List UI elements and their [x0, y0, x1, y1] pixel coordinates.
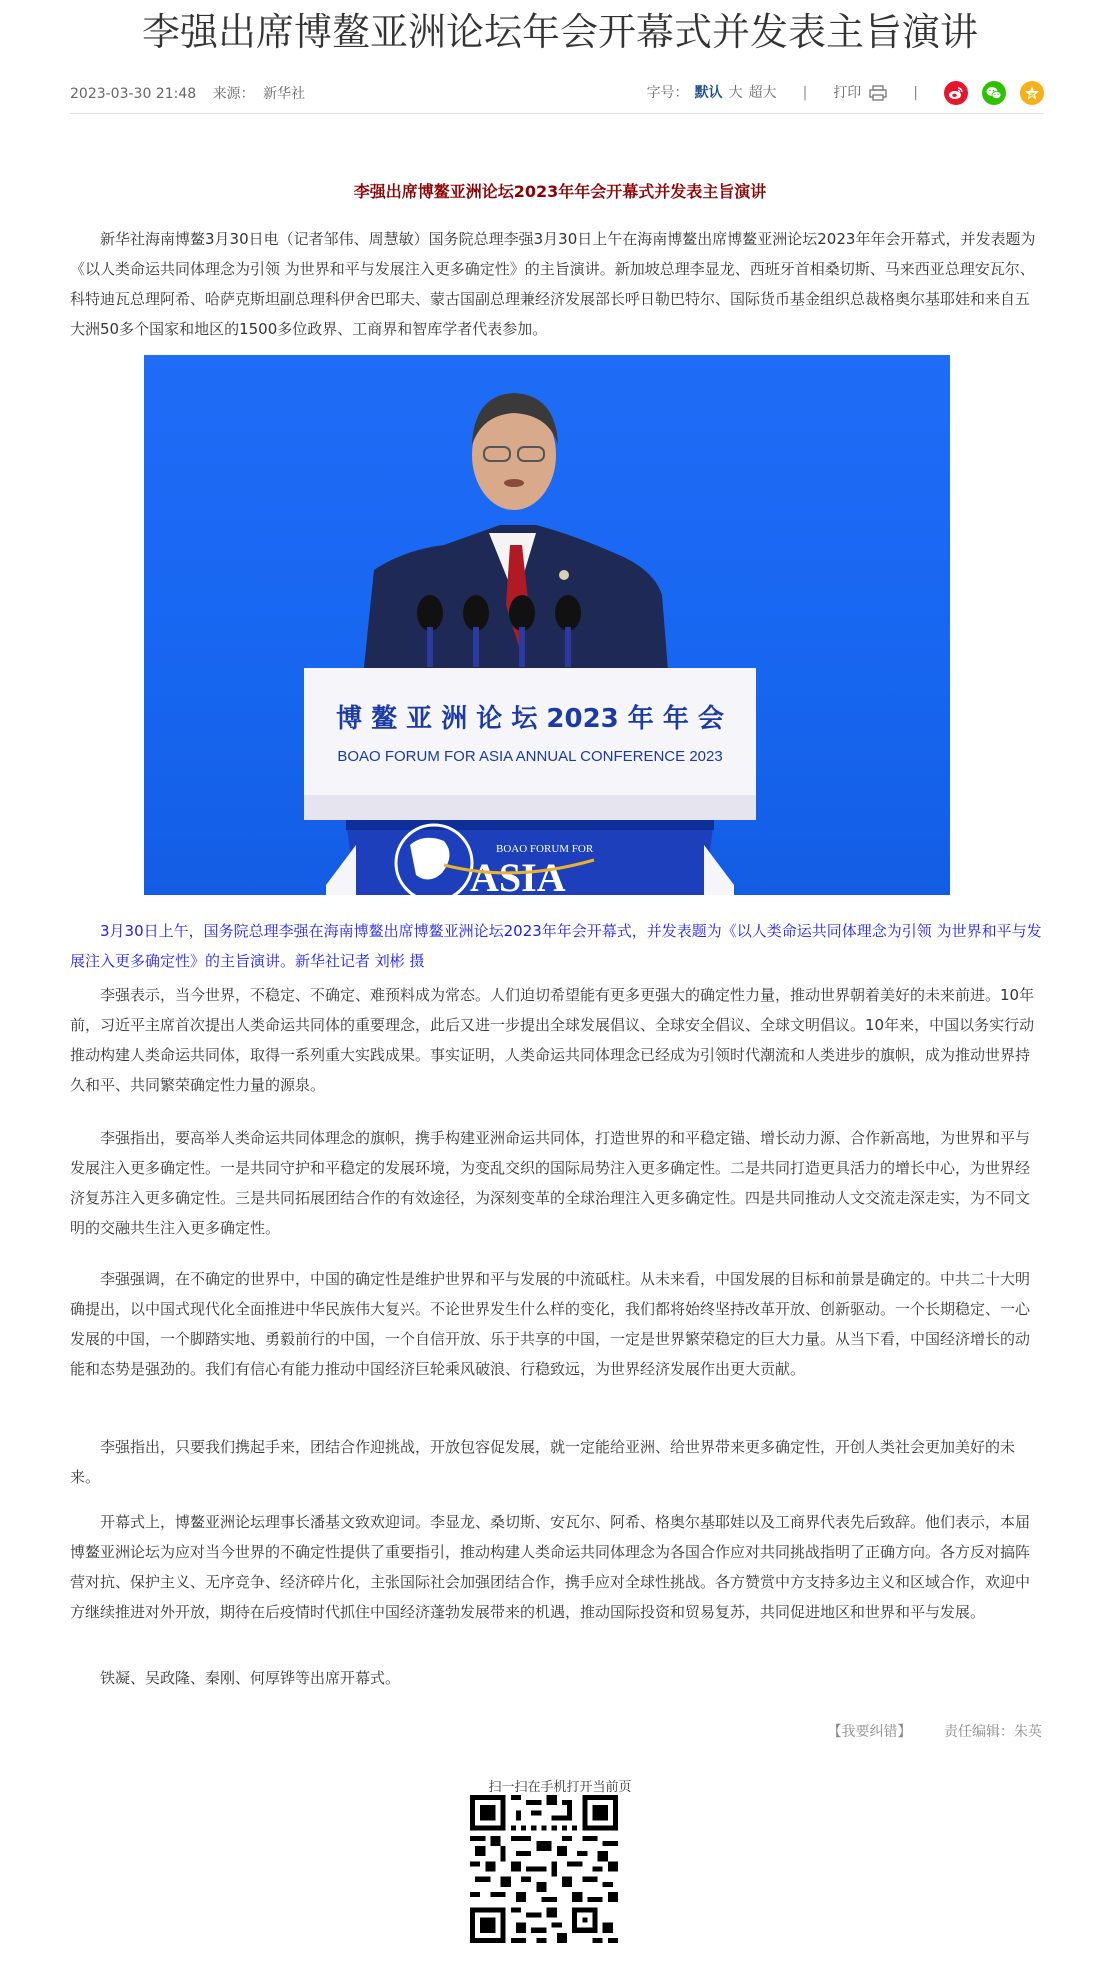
paragraph-text: 李强指出，要高举人类命运共同体理念的旗帜，携手构建亚洲命运共同体，打造世界的和平稳定锚、增长动力源、合作新高地，为世界和平与发展注入更多确定性。一是共同守护和平稳定的发展环境，为变乱交织的国际局势注入更多确定性。二是共同打造更具活力的增长中心，为世界经济复苏注入更多确定性。三是共同拓展团结合作的有效途径，为深刻变革的全球治理注入更多确定性。四是共同推动人文交流走深走实，为不同文明的交融共生注入更多确定性。: [70, 1129, 1031, 1237]
wechat-icon: [986, 86, 1002, 100]
weibo-icon: [948, 86, 964, 100]
report-error-link[interactable]: 【我要纠错】: [827, 1724, 912, 1740]
font-size-default[interactable]: 默认: [694, 85, 723, 101]
print-label: 打印: [833, 85, 862, 101]
article-paragraph-5: [70, 1432, 1044, 1492]
qr-code[interactable]: [470, 1795, 618, 1943]
article-paragraph-2: [70, 980, 1044, 1100]
divider: |: [802, 85, 808, 101]
article-paragraph-3: [70, 1123, 1044, 1243]
article-paragraph-6: [70, 1507, 1044, 1627]
source-name: 新华社: [263, 86, 306, 102]
paragraph-text: 新华社海南博鳌3月30日电（记者邹伟、周慧敏）国务院总理李强3月30日上午在海南博鳌出席博鳌亚洲论坛2023年年会开幕式，并发表题为《以人类命运共同体理念为引领 为世界和平与发展注入更多确定性》的主旨演讲。新加坡总理李显龙、西班牙首相桑切斯、马来西亚总理安瓦尔、科特迪瓦总理阿希、哈萨克斯坦副总理科伊舍巴耶夫、蒙古国副总理兼经济发展部长呼日勒巴特尔、国际货币基金组织总裁格奥尔基耶娃和来自五大洲50多个国家和地区的1500多位政界、工商界和智库学者代表参加。: [70, 230, 1036, 338]
article-footer: [828, 1722, 1042, 1742]
font-size-xlarge[interactable]: 超大: [748, 85, 777, 101]
article-title: 李强出席博鳌亚洲论坛年会开幕式并发表主旨演讲: [141, 10, 978, 54]
svg-text:ASIA: ASIA: [470, 855, 566, 895]
share-weibo-button[interactable]: [944, 81, 968, 105]
qr-code-icon: [470, 1795, 618, 1943]
article-meta-bar: [70, 84, 1044, 114]
share-wechat-button[interactable]: [982, 81, 1006, 105]
svg-text:BOAO FORUM FOR ASIA ANNUAL CON: BOAO FORUM FOR ASIA ANNUAL CONFERENCE 2023: [337, 748, 723, 765]
meta-info: [70, 84, 317, 104]
source-label: 来源：: [212, 86, 255, 102]
article-tools: [647, 80, 1044, 106]
share-qzone-button[interactable]: [1020, 81, 1044, 105]
svg-text:博 鳌 亚 洲 论 坛 2023 年 年 会: 博 鳌 亚 洲 论 坛 2023 年 年 会: [336, 704, 724, 734]
publish-datetime: 2023-03-30 21:48: [70, 86, 197, 102]
article-paragraph-7: [70, 1663, 1044, 1693]
paragraph-text: 李强表示，当今世界，不稳定、不确定、难预料成为常态。人们迫切希望能有更多更强大的确定性力量，推动世界朝着美好的未来前进。10年前，习近平主席首次提出人类命运共同体的重要理念，此后又进一步提出全球发展倡议、全球安全倡议、全球文明倡议。10年来，中国以务实行动推动构建人类命运共同体，取得一系列重大实践成果。事实证明，人类命运共同体理念已经成为引领时代潮流和人类进步的旗帜，成为推动世界持久和平、共同繁荣确定性力量的源泉。: [70, 986, 1035, 1094]
font-size-large[interactable]: 大: [728, 85, 743, 101]
paragraph-text: 开幕式上，博鳌亚洲论坛理事长潘基文致欢迎词。李显龙、桑切斯、安瓦尔、阿希、格奥尔基耶娃以及工商界代表先后致辞。他们表示，本届博鳌亚洲论坛为应对当今世界的不确定性提供了重要指引，推动构建人类命运共同体理念为各国合作应对共同挑战指明了正确方向。各方反对搞阵营对抗、保护主义、无序竞争、经济碎片化，主张国际社会加强团结合作，携手应对全球性挑战。各方赞赏中方支持多边主义和区域合作，欢迎中方继续推进对外开放，期待在后疫情时代抓住中国经济蓬勃发展带来的机遇，推动国际投资和贸易复苏，共同促进地区和世界和平与发展。: [70, 1513, 1031, 1621]
svg-text:BOAO FORUM FOR: BOAO FORUM FOR: [496, 843, 594, 855]
paragraph-text: 李强强调，在不确定的世界中，中国的确定性是维护世界和平与发展的中流砥柱。从未来看，中国发展的目标和前景是确定的。中共二十大明确提出，以中国式现代化全面推进中华民族伟大复兴。不论世界发生什么样的变化，我们都将始终坚持改革开放、创新驱动。一个长期稳定、一心发展的中国，一个脚踏实地、勇毅前行的中国，一个自信开放、乐于共享的中国，一定是世界繁荣稳定的巨大力量。从当下看，中国经济增长的动能和态势是强劲的。我们有信心有能力推动中国经济巨轮乘风破浪、行稳致远，为世界经济发展作出更大贡献。: [70, 1270, 1031, 1378]
article-paragraph-4: [70, 1264, 1044, 1384]
speaker-at-podium-image: [144, 355, 950, 895]
photo-caption: 3月30日上午，国务院总理李强在海南博鳌出席博鳌亚洲论坛2023年年会开幕式，并发表题为《以人类命运共同体理念为引领 为世界和平与发展注入更多确定性》的主旨演讲。新华社记者 刘彬 摄: [70, 922, 1042, 970]
star-icon: [1024, 85, 1040, 101]
font-size-label: 字号：: [646, 85, 689, 101]
divider: |: [913, 85, 918, 101]
responsible-editor: 责任编辑：朱英: [944, 1724, 1042, 1740]
print-button[interactable]: [833, 80, 887, 106]
article-subtitle: 李强出席博鳌亚洲论坛2023年年会开幕式并发表主旨演讲: [353, 182, 767, 201]
paragraph-text: 李强指出，只要我们携起手来，团结合作迎挑战，开放包容促发展，就一定能给亚洲、给世界带来更多确定性，开创人类社会更加美好的未来。: [70, 1438, 1016, 1486]
paragraph-text: 铁凝、吴政隆、秦刚、何厚铧等出席开幕式。: [100, 1669, 401, 1687]
printer-icon: [869, 85, 887, 101]
article-photo: [144, 355, 950, 895]
article-paragraph-1: [70, 224, 1044, 344]
qr-code-label: 扫一扫在手机打开当前页: [488, 1780, 632, 1795]
